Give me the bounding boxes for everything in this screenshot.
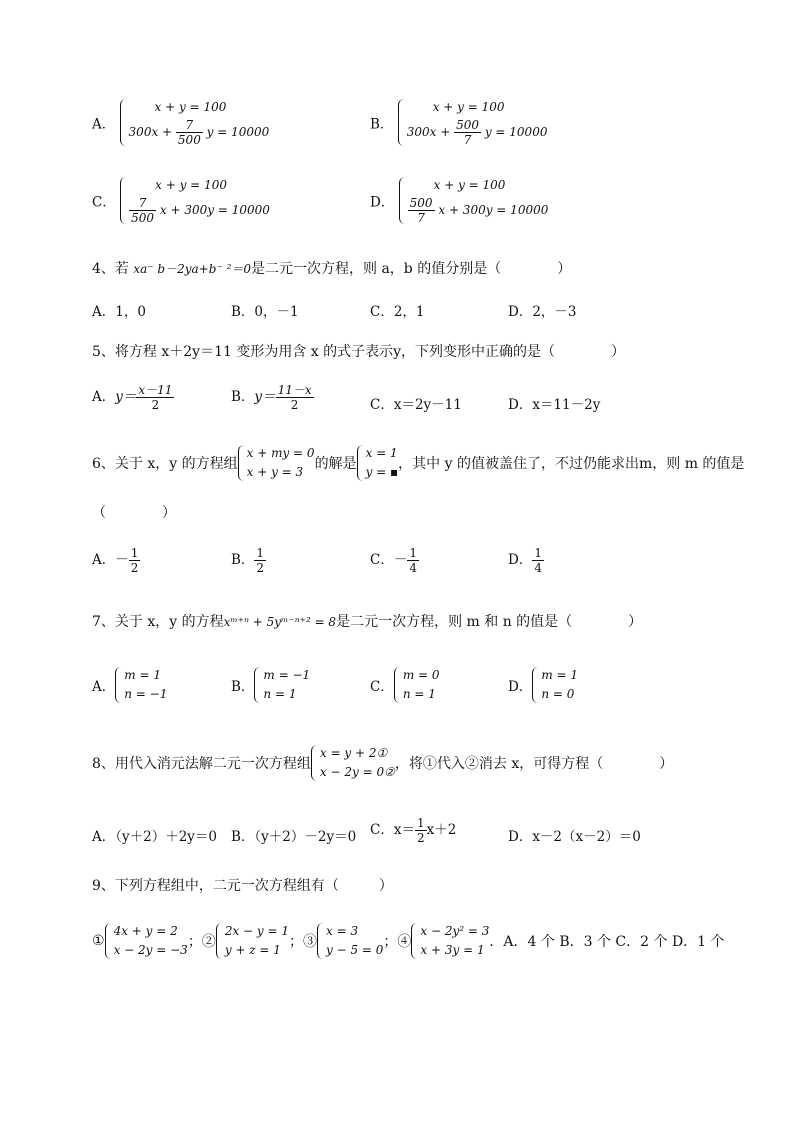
q3-option-b-label: B． xyxy=(370,116,394,133)
q3-option-d[interactable] xyxy=(370,176,548,225)
q3-option-a-label: A． xyxy=(92,116,116,133)
q8-option-b[interactable]: B．（y＋2）－2y＝0 xyxy=(231,829,357,845)
q9-systems-and-options: ① 4x + y = 2 x − 2y = −3 ；② 2x − y = 1 y + z = 1 ；③ x = 3 y − 5 = 0 ；④ x − 2y² = 3 x + 3y = 1 ．A．4 个 B．3 个 C．2 个 D．1 个 xyxy=(92,922,725,960)
q6-option-b[interactable]: B． $\frac{1}{2}$ xyxy=(231,546,265,575)
q6-stem: 6、关于 x，y 的方程组 x + my = 0 x + y = 3 的解是 x = 1 y = ▪ ，其中 y 的值被盖住了，不过仍能求出m，则 m 的值是 xyxy=(92,444,744,482)
q4-option-d[interactable]: D．2，－3 xyxy=(508,304,577,320)
q5-option-b[interactable]: B．y＝ $\frac{11-x}{2}$ xyxy=(231,383,312,412)
q3-option-c-system xyxy=(120,176,270,225)
q9-stem: 9、下列方程组中，二元一次方程组有（ ） xyxy=(92,878,393,894)
q7-option-c[interactable]: C． m = 0 n = 1 xyxy=(370,666,440,704)
q3-option-c[interactable] xyxy=(92,176,270,225)
q4-option-b[interactable]: B．0，－1 xyxy=(231,304,299,320)
q3-option-c-label: C． xyxy=(92,194,116,211)
q7-option-d[interactable]: D． m = 1 n = 0 xyxy=(508,666,578,704)
q3-d-eq2: $\frac{500}{7}$ x + 300y = 10000 xyxy=(409,196,549,225)
q8-stem: 8、用代入消元法解二元一次方程组 x = y + 2① x − 2y = 0② ，将①代入②消去 x，可得方程（ ） xyxy=(92,744,673,782)
q6-option-d[interactable]: D． $\frac{1}{4}$ xyxy=(508,546,542,575)
q3-c-eq1: x + y = 100 xyxy=(155,178,227,192)
q8-system: x = y + 2① x − 2y = 0② xyxy=(311,744,395,782)
q3-option-a[interactable] xyxy=(92,98,269,147)
q3-c-eq2: $\frac{7}{500}$ x + 300y = 10000 xyxy=(131,196,270,225)
q7-stem: 7、关于 x，y 的方程xᵐ⁺ⁿ + 5yᵐ⁻ⁿ⁺² = 8是二元一次方程，则 m 和 n 的值是（ ） xyxy=(92,614,643,630)
q6-solution: x = 1 y = ▪ xyxy=(357,444,399,482)
q3-option-b[interactable] xyxy=(370,98,547,147)
q5-stem: 5、将方程 x＋2y＝11 变形为用含 x 的式子表示y，下列变形中正确的是（ ） xyxy=(92,344,626,360)
q8-option-a[interactable]: A．（y＋2）＋2y＝0 xyxy=(92,829,218,845)
q4-option-c[interactable]: C．2，1 xyxy=(370,304,425,320)
q5-option-a[interactable]: A．y＝ $\frac{x-11}{2}$ xyxy=(92,383,173,412)
q7-option-a[interactable]: A． m = 1 n = −1 xyxy=(92,666,167,704)
q5-option-d[interactable]: D．x＝11－2y xyxy=(508,397,601,413)
q5-option-c[interactable]: C．x＝2y－11 xyxy=(370,397,462,413)
q4-stem: 4、若 xa⁻ b－2ya+b⁻ ²＝0是二元一次方程，则 a，b 的值分别是（ ） xyxy=(92,261,572,277)
q3-b-eq1: x + y = 100 xyxy=(432,100,505,114)
q6-option-c[interactable]: C．－ $\frac{1}{4}$ xyxy=(370,546,417,575)
q4-option-a[interactable]: A．1，0 xyxy=(92,304,146,320)
q3-d-eq1: x + y = 100 xyxy=(433,178,506,192)
q3-option-b-system xyxy=(398,98,548,147)
q3-option-d-label: D． xyxy=(370,194,395,211)
q3-a-eq2: 300x + $\frac{7}{500}$ y = 10000 xyxy=(128,118,270,147)
q6-option-a[interactable]: A．－ $\frac{1}{2}$ xyxy=(92,546,139,575)
q3-option-a-system xyxy=(120,98,270,147)
q6-system: x + my = 0 x + y = 3 xyxy=(238,444,315,482)
q6-answer-paren: （ ） xyxy=(92,505,176,521)
q3-option-d-system xyxy=(399,176,549,225)
q8-option-d[interactable]: D．x－2（x－2）＝0 xyxy=(508,829,641,845)
q3-a-eq1: x + y = 100 xyxy=(154,100,227,114)
q7-option-b[interactable]: B． m = −1 n = 1 xyxy=(231,666,310,704)
q3-b-eq2: 300x + $\frac{500}{7}$ y = 10000 xyxy=(406,118,548,147)
q8-option-c[interactable]: C．x＝ $\frac{1}{2}$ x＋2 xyxy=(370,816,457,845)
